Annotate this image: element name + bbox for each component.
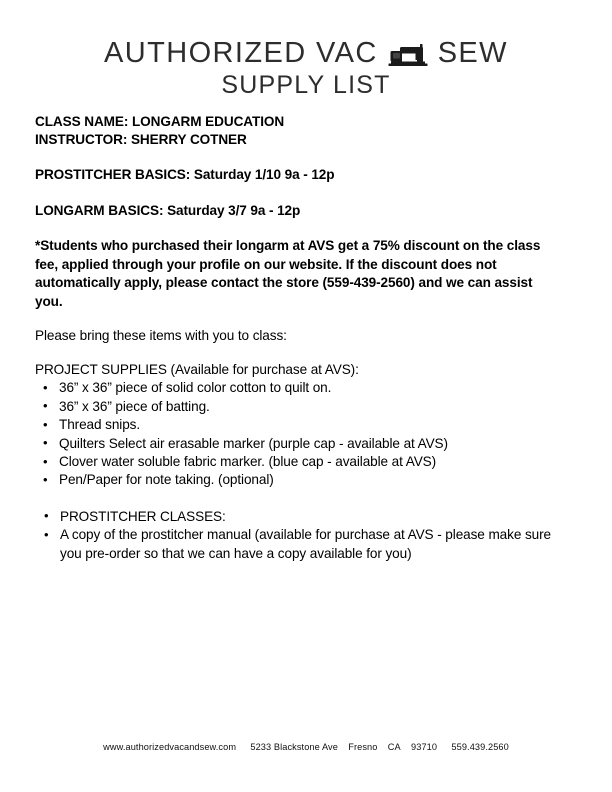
footer-website: www.authorizedvacandsew.com bbox=[103, 742, 237, 752]
session-prostitcher-basics: PROSTITCHER BASICS: Saturday 1/10 9a - 12p bbox=[35, 167, 335, 182]
brand-name-right: SEW bbox=[437, 37, 508, 69]
list-item: • 36” x 36” piece of batting. bbox=[35, 398, 565, 416]
footer-city: Fresno bbox=[348, 742, 378, 752]
spacer bbox=[35, 184, 565, 202]
project-supplies-list bbox=[35, 379, 565, 489]
class-name-line: CLASS NAME: LONGARM EDUCATION bbox=[35, 114, 285, 129]
sewing-machine-icon bbox=[387, 40, 429, 68]
session-longarm-basics: LONGARM BASICS: Saturday 3/7 9a - 12p bbox=[35, 202, 301, 218]
spacer bbox=[35, 311, 565, 327]
list-item: • Pen/Paper for note taking. (optional) bbox=[35, 471, 565, 489]
footer-state: CA bbox=[387, 742, 401, 752]
spacer bbox=[35, 490, 565, 508]
brand-name-left: AUTHORIZED VAC bbox=[104, 37, 378, 69]
list-item: • Thread snips. bbox=[35, 416, 565, 434]
instructor-line: INSTRUCTOR: SHERRY COTNER bbox=[35, 131, 247, 147]
prostitcher-classes-list bbox=[35, 508, 565, 563]
list-item: • Clover water soluble fabric marker. (blue cap - available at AVS) bbox=[35, 453, 565, 471]
spacer bbox=[35, 345, 565, 361]
document-body bbox=[35, 113, 565, 563]
list-item: • Quilters Select air erasable marker (purple cap - available at AVS) bbox=[35, 435, 565, 453]
footer-address: 5233 Blackstone Ave bbox=[250, 742, 338, 752]
footer-phone: 559.439.2560 bbox=[451, 742, 509, 752]
discount-notice: *Students who purchased their longarm at AVS get a 75% discount on the class fee, applied through your profile on our website. If the discount does not automatically apply, please contact the store (559-439-2560) and we can assist you. bbox=[35, 238, 541, 309]
spacer bbox=[35, 219, 565, 237]
document-subtitle: SUPPLY LIST bbox=[221, 71, 391, 100]
bring-items-intro: Please bring these items with you to class: bbox=[35, 328, 287, 344]
document-footer bbox=[0, 742, 612, 752]
project-supplies-heading: PROJECT SUPPLIES (Available for purchase at AVS): bbox=[35, 362, 359, 378]
brand-title bbox=[0, 38, 612, 68]
footer-zip: 93710 bbox=[411, 742, 438, 752]
list-item: • PROSTITCHER CLASSES: bbox=[35, 508, 565, 526]
list-item: • A copy of the prostitcher manual (available for purchase at AVS - please make sure you pre-order so that we can have a copy available for you) bbox=[35, 526, 565, 563]
list-item: • 36” x 36” piece of solid color cotton to quilt on. bbox=[35, 379, 565, 397]
spacer bbox=[35, 148, 565, 166]
document-header bbox=[0, 38, 612, 100]
